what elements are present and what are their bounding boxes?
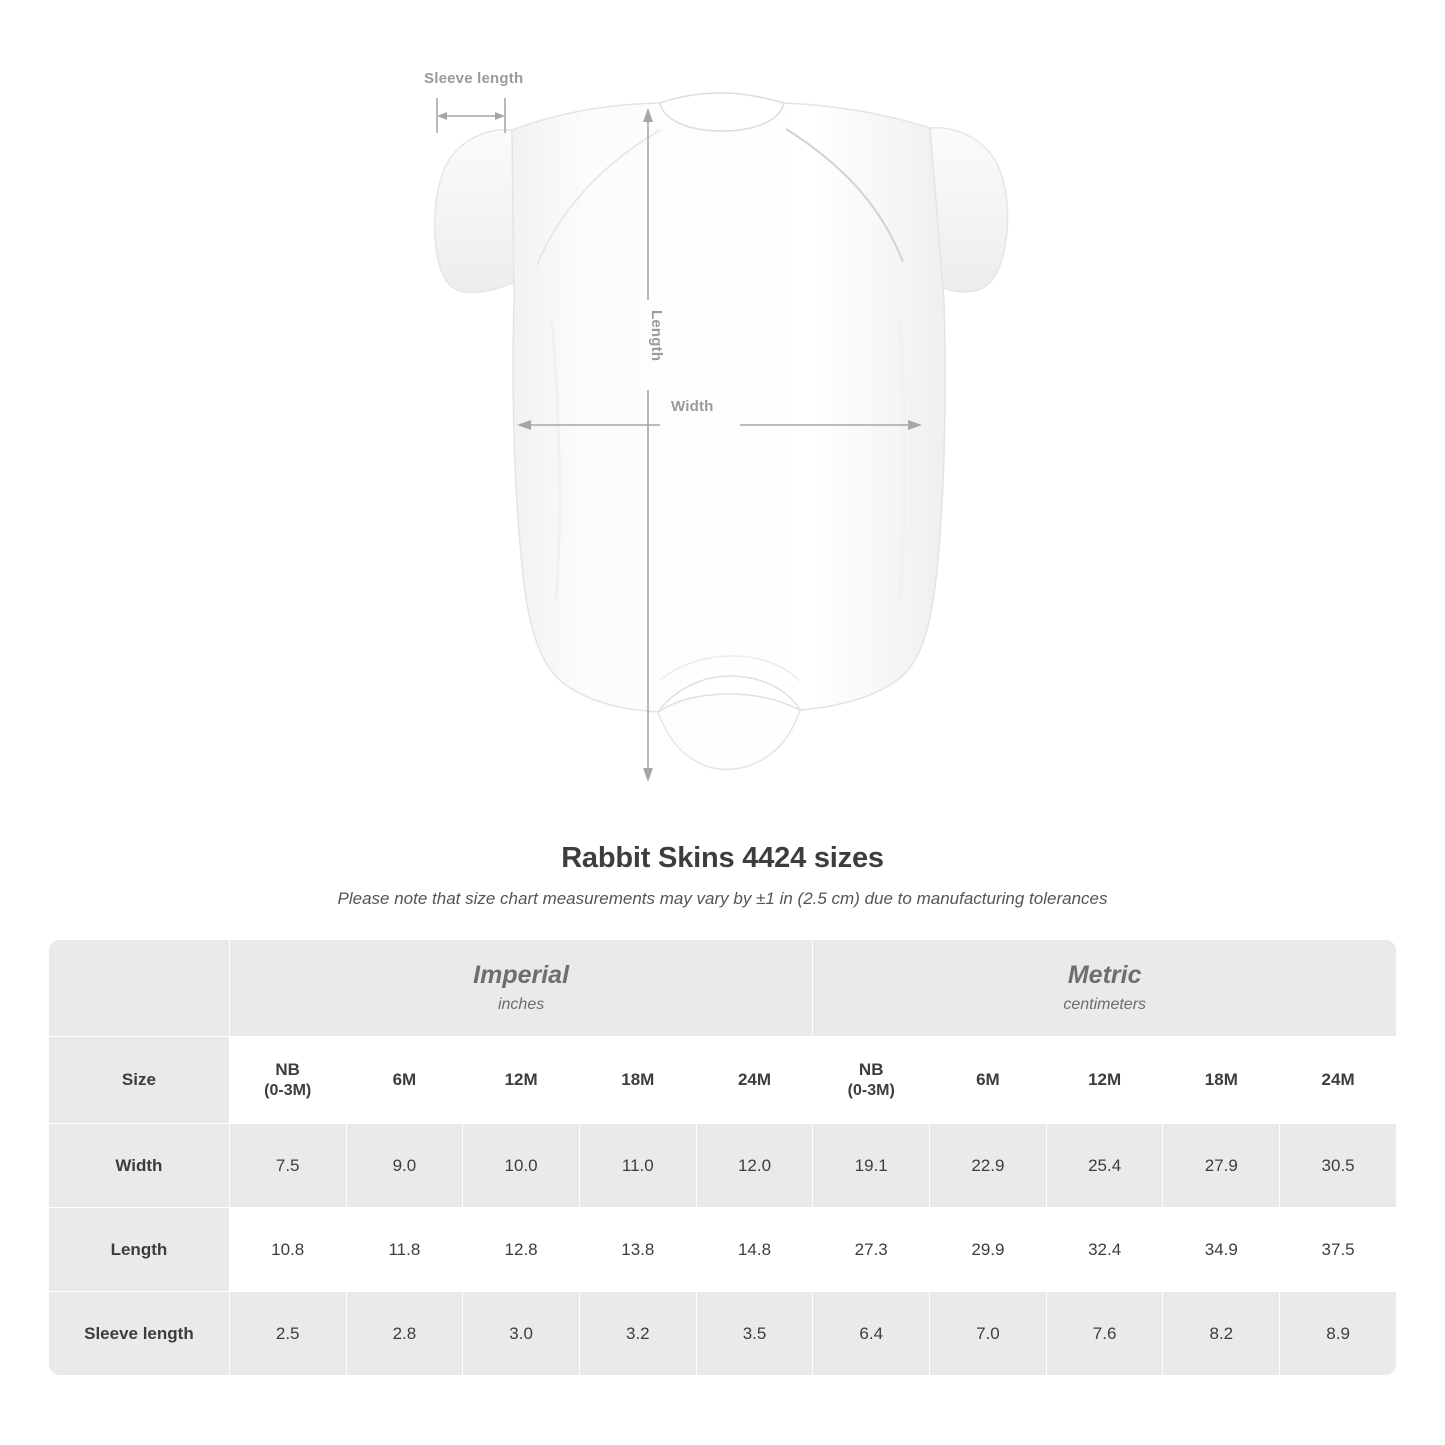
cell-sleeve-imperial-12m: 3.0 xyxy=(463,1292,580,1376)
unit-name-metric: Metric xyxy=(1067,961,1142,990)
cell-width-imperial-nb: 7.5 xyxy=(229,1124,346,1208)
cell-sleeve-imperial-nb: 2.5 xyxy=(229,1292,346,1376)
cell-width-metric-24m: 30.5 xyxy=(1280,1124,1397,1208)
unit-sub-imperial: inches xyxy=(497,995,545,1013)
cell-width-imperial-6m: 9.0 xyxy=(346,1124,463,1208)
size-table-wrapper xyxy=(48,939,1397,1376)
header-col-metric-12m: 12M xyxy=(1046,1037,1163,1124)
size-table xyxy=(48,939,1397,1376)
cell-width-metric-6m: 22.9 xyxy=(930,1124,1047,1208)
cell-length-metric-6m: 29.9 xyxy=(930,1208,1047,1292)
page-title: Rabbit Skins 4424 sizes xyxy=(561,842,884,874)
table-row xyxy=(49,1292,1397,1376)
cell-sleeve-metric-6m: 7.0 xyxy=(930,1292,1047,1376)
cell-length-imperial-6m: 11.8 xyxy=(346,1208,463,1292)
cell-sleeve-metric-18m: 8.2 xyxy=(1163,1292,1280,1376)
header-col-sub: (0-3M) xyxy=(264,1082,312,1099)
unit-name-imperial: Imperial xyxy=(473,961,570,990)
header-size-label: Size xyxy=(49,1037,230,1124)
header-col-sub: (0-3M) xyxy=(847,1082,895,1099)
cell-sleeve-imperial-24m: 3.5 xyxy=(696,1292,813,1376)
cell-length-metric-nb: 27.3 xyxy=(813,1208,930,1292)
cell-length-metric-18m: 34.9 xyxy=(1163,1208,1280,1292)
table-row xyxy=(49,1208,1397,1292)
cell-width-imperial-18m: 11.0 xyxy=(579,1124,696,1208)
header-col-imperial-6m: 6M xyxy=(346,1037,463,1124)
unit-group-metric xyxy=(813,940,1397,1037)
header-col-main: NB xyxy=(858,1060,884,1079)
cell-length-imperial-12m: 12.8 xyxy=(463,1208,580,1292)
size-header-row xyxy=(49,1037,1397,1124)
row-label-length: Length xyxy=(49,1208,230,1292)
header-col-imperial-24m: 24M xyxy=(696,1037,813,1124)
cell-width-imperial-12m: 10.0 xyxy=(463,1124,580,1208)
row-label-width: Width xyxy=(49,1124,230,1208)
header-col-metric-24m: 24M xyxy=(1280,1037,1397,1124)
cell-sleeve-metric-12m: 7.6 xyxy=(1046,1292,1163,1376)
cell-width-metric-nb: 19.1 xyxy=(813,1124,930,1208)
cell-width-imperial-24m: 12.0 xyxy=(696,1124,813,1208)
table-corner-cell xyxy=(49,940,230,1037)
table-row xyxy=(49,1124,1397,1208)
cell-sleeve-imperial-18m: 3.2 xyxy=(579,1292,696,1376)
cell-sleeve-metric-24m: 8.9 xyxy=(1280,1292,1397,1376)
header-col-imperial-12m: 12M xyxy=(463,1037,580,1124)
cell-width-metric-18m: 27.9 xyxy=(1163,1124,1280,1208)
title-block xyxy=(0,842,1445,909)
length-annotation: Length xyxy=(648,310,665,362)
width-annotation: Width xyxy=(671,398,714,415)
cell-sleeve-metric-nb: 6.4 xyxy=(813,1292,930,1376)
sleeve-length-annotation: Sleeve length xyxy=(424,70,524,87)
header-col-imperial-18m: 18M xyxy=(579,1037,696,1124)
unit-header-row xyxy=(49,940,1397,1037)
unit-group-imperial xyxy=(229,940,813,1037)
cell-length-imperial-24m: 14.8 xyxy=(696,1208,813,1292)
cell-width-metric-12m: 25.4 xyxy=(1046,1124,1163,1208)
cell-sleeve-imperial-6m: 2.8 xyxy=(346,1292,463,1376)
header-col-metric-nb xyxy=(813,1037,930,1124)
header-col-metric-6m: 6M xyxy=(930,1037,1047,1124)
cell-length-imperial-nb: 10.8 xyxy=(229,1208,346,1292)
row-label-sleeve-length: Sleeve length xyxy=(49,1292,230,1376)
cell-length-imperial-18m: 13.8 xyxy=(579,1208,696,1292)
cell-length-metric-12m: 32.4 xyxy=(1046,1208,1163,1292)
cell-length-metric-24m: 37.5 xyxy=(1280,1208,1397,1292)
header-col-main: NB xyxy=(275,1060,300,1079)
tolerance-note: Please note that size chart measurements may vary by ±1 in (2.5 cm) due to manufacturing tolerances xyxy=(337,889,1108,908)
unit-sub-metric: centimeters xyxy=(1063,995,1147,1013)
header-col-imperial-nb xyxy=(229,1037,346,1124)
header-col-metric-18m: 18M xyxy=(1163,1037,1280,1124)
